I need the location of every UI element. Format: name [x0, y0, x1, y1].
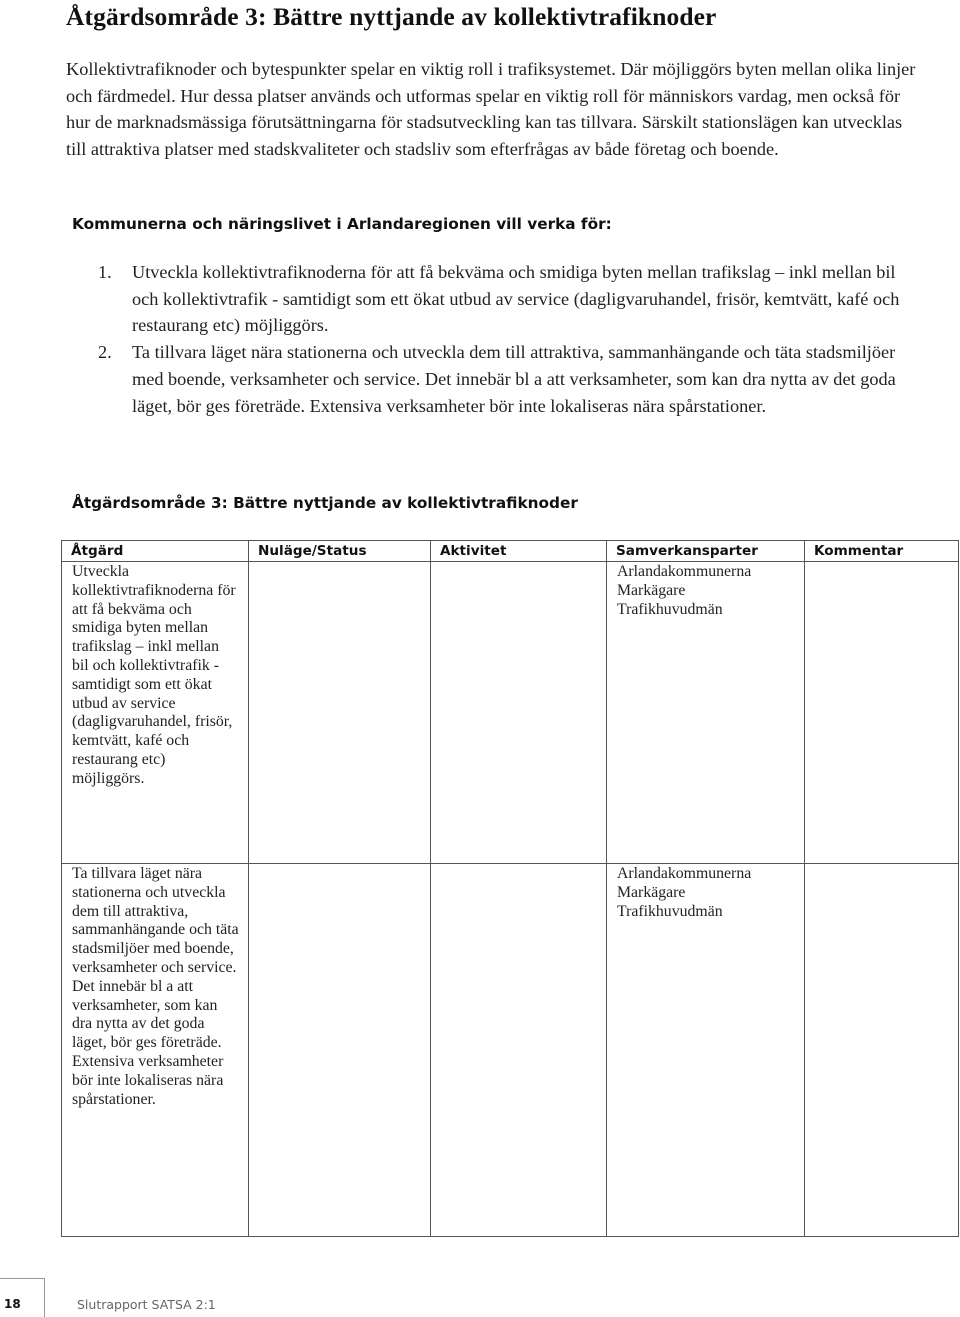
partner-name: Markägare — [617, 883, 686, 901]
footer-divider — [44, 1278, 45, 1317]
partner-name: Trafikhuvudmän — [617, 902, 723, 920]
page-number: 18 — [4, 1297, 21, 1311]
partners-cell — [607, 864, 805, 1237]
status-cell — [249, 864, 431, 1237]
report-name: Slutrapport SATSA 2:1 — [77, 1297, 216, 1312]
goal-item — [98, 339, 918, 419]
table-title: Åtgärdsområde 3: Bättre nyttjande av kollektivtrafiknoder — [72, 494, 578, 512]
goal-text: Utveckla kollektivtrafiknoderna för att få bekväma och smidiga byten mellan trafikslag – inkl mellan bil och kollektivtrafik - samtidigt som ett ökat utbud av service (dagligvaruhandel, frisör, kemtvätt, kafé och restaurang etc) möjliggörs. — [132, 262, 900, 336]
goal-item — [98, 259, 918, 339]
goal-text: Ta tillvara läget nära stationerna och utveckla dem till attraktiva, sammanhängande och täta stadsmiljöer med boende, verksamheter och service. Det innebär bl a att verksamheter, som kan dra nytta av det goda läget, bör ges företräde. Extensiva verksamheter bör inte lokaliseras nära spårstationer. — [132, 342, 896, 416]
column-header-activity: Aktivitet — [431, 541, 607, 562]
footer-rule — [0, 1278, 44, 1279]
column-header-status: Nuläge/Status — [249, 541, 431, 562]
goal-number: 1. — [98, 262, 112, 282]
activity-cell — [431, 562, 607, 864]
table-row — [62, 562, 959, 864]
column-header-action: Åtgärd — [62, 541, 249, 562]
goals-subheading: Kommunerna och näringslivet i Arlandaregionen vill verka för: — [72, 215, 612, 233]
column-header-partners: Samverkansparter — [607, 541, 805, 562]
action-cell: Utveckla kollektivtrafiknoderna för att få bekväma och smidiga byten mellan trafikslag – inkl mellan bil och kollektivtrafik - samtidigt som ett ökat utbud av service (dagligvaruhandel, frisör, kemtvätt, kafé och restaurang etc) möjliggörs. — [62, 562, 249, 864]
intro-paragraph: Kollektivtrafiknoder och bytespunkter spelar en viktig roll i trafiksystemet. Där möjliggörs byten mellan olika linjer och färdmedel. Hur dessa platser används och utformas spelar en viktig roll för människors vardag, men också för hur de marknadsmässiga förutsättningarna för stadsutveckling kan tas tillvara. Särskilt stationslägen kan utvecklas till attraktiva platser med stadskvaliteter och stadsliv som efterfrågas av både företag och boende. — [66, 59, 916, 160]
column-header-comment: Kommentar — [805, 541, 959, 562]
partner-name: Arlandakommunerna — [617, 865, 752, 882]
partner-name: Trafikhuvudmän — [617, 600, 723, 618]
goals-list — [98, 259, 918, 419]
goal-number: 2. — [98, 342, 112, 363]
page-heading: Åtgärdsområde 3: Bättre nyttjande av kollektivtrafiknoder — [66, 2, 717, 31]
status-cell — [249, 562, 431, 864]
partner-name: Arlandakommunerna — [617, 563, 752, 580]
actions-table — [61, 540, 959, 1237]
activity-cell — [431, 864, 607, 1237]
comment-cell — [805, 562, 959, 864]
partner-name: Markägare — [617, 581, 686, 599]
partners-cell — [607, 562, 805, 864]
table-row — [62, 864, 959, 1237]
table-header-row — [62, 541, 959, 562]
action-cell: Ta tillvara läget nära stationerna och utveckla dem till attraktiva, sammanhängande och täta stadsmiljöer med boende, verksamheter och service. Det innebär bl a att verksamheter, som kan dra nytta av det goda läget, bör ges företräde. Extensiva verksamheter bör inte lokaliseras nära spårstationer. — [62, 864, 249, 1237]
comment-cell — [805, 864, 959, 1237]
